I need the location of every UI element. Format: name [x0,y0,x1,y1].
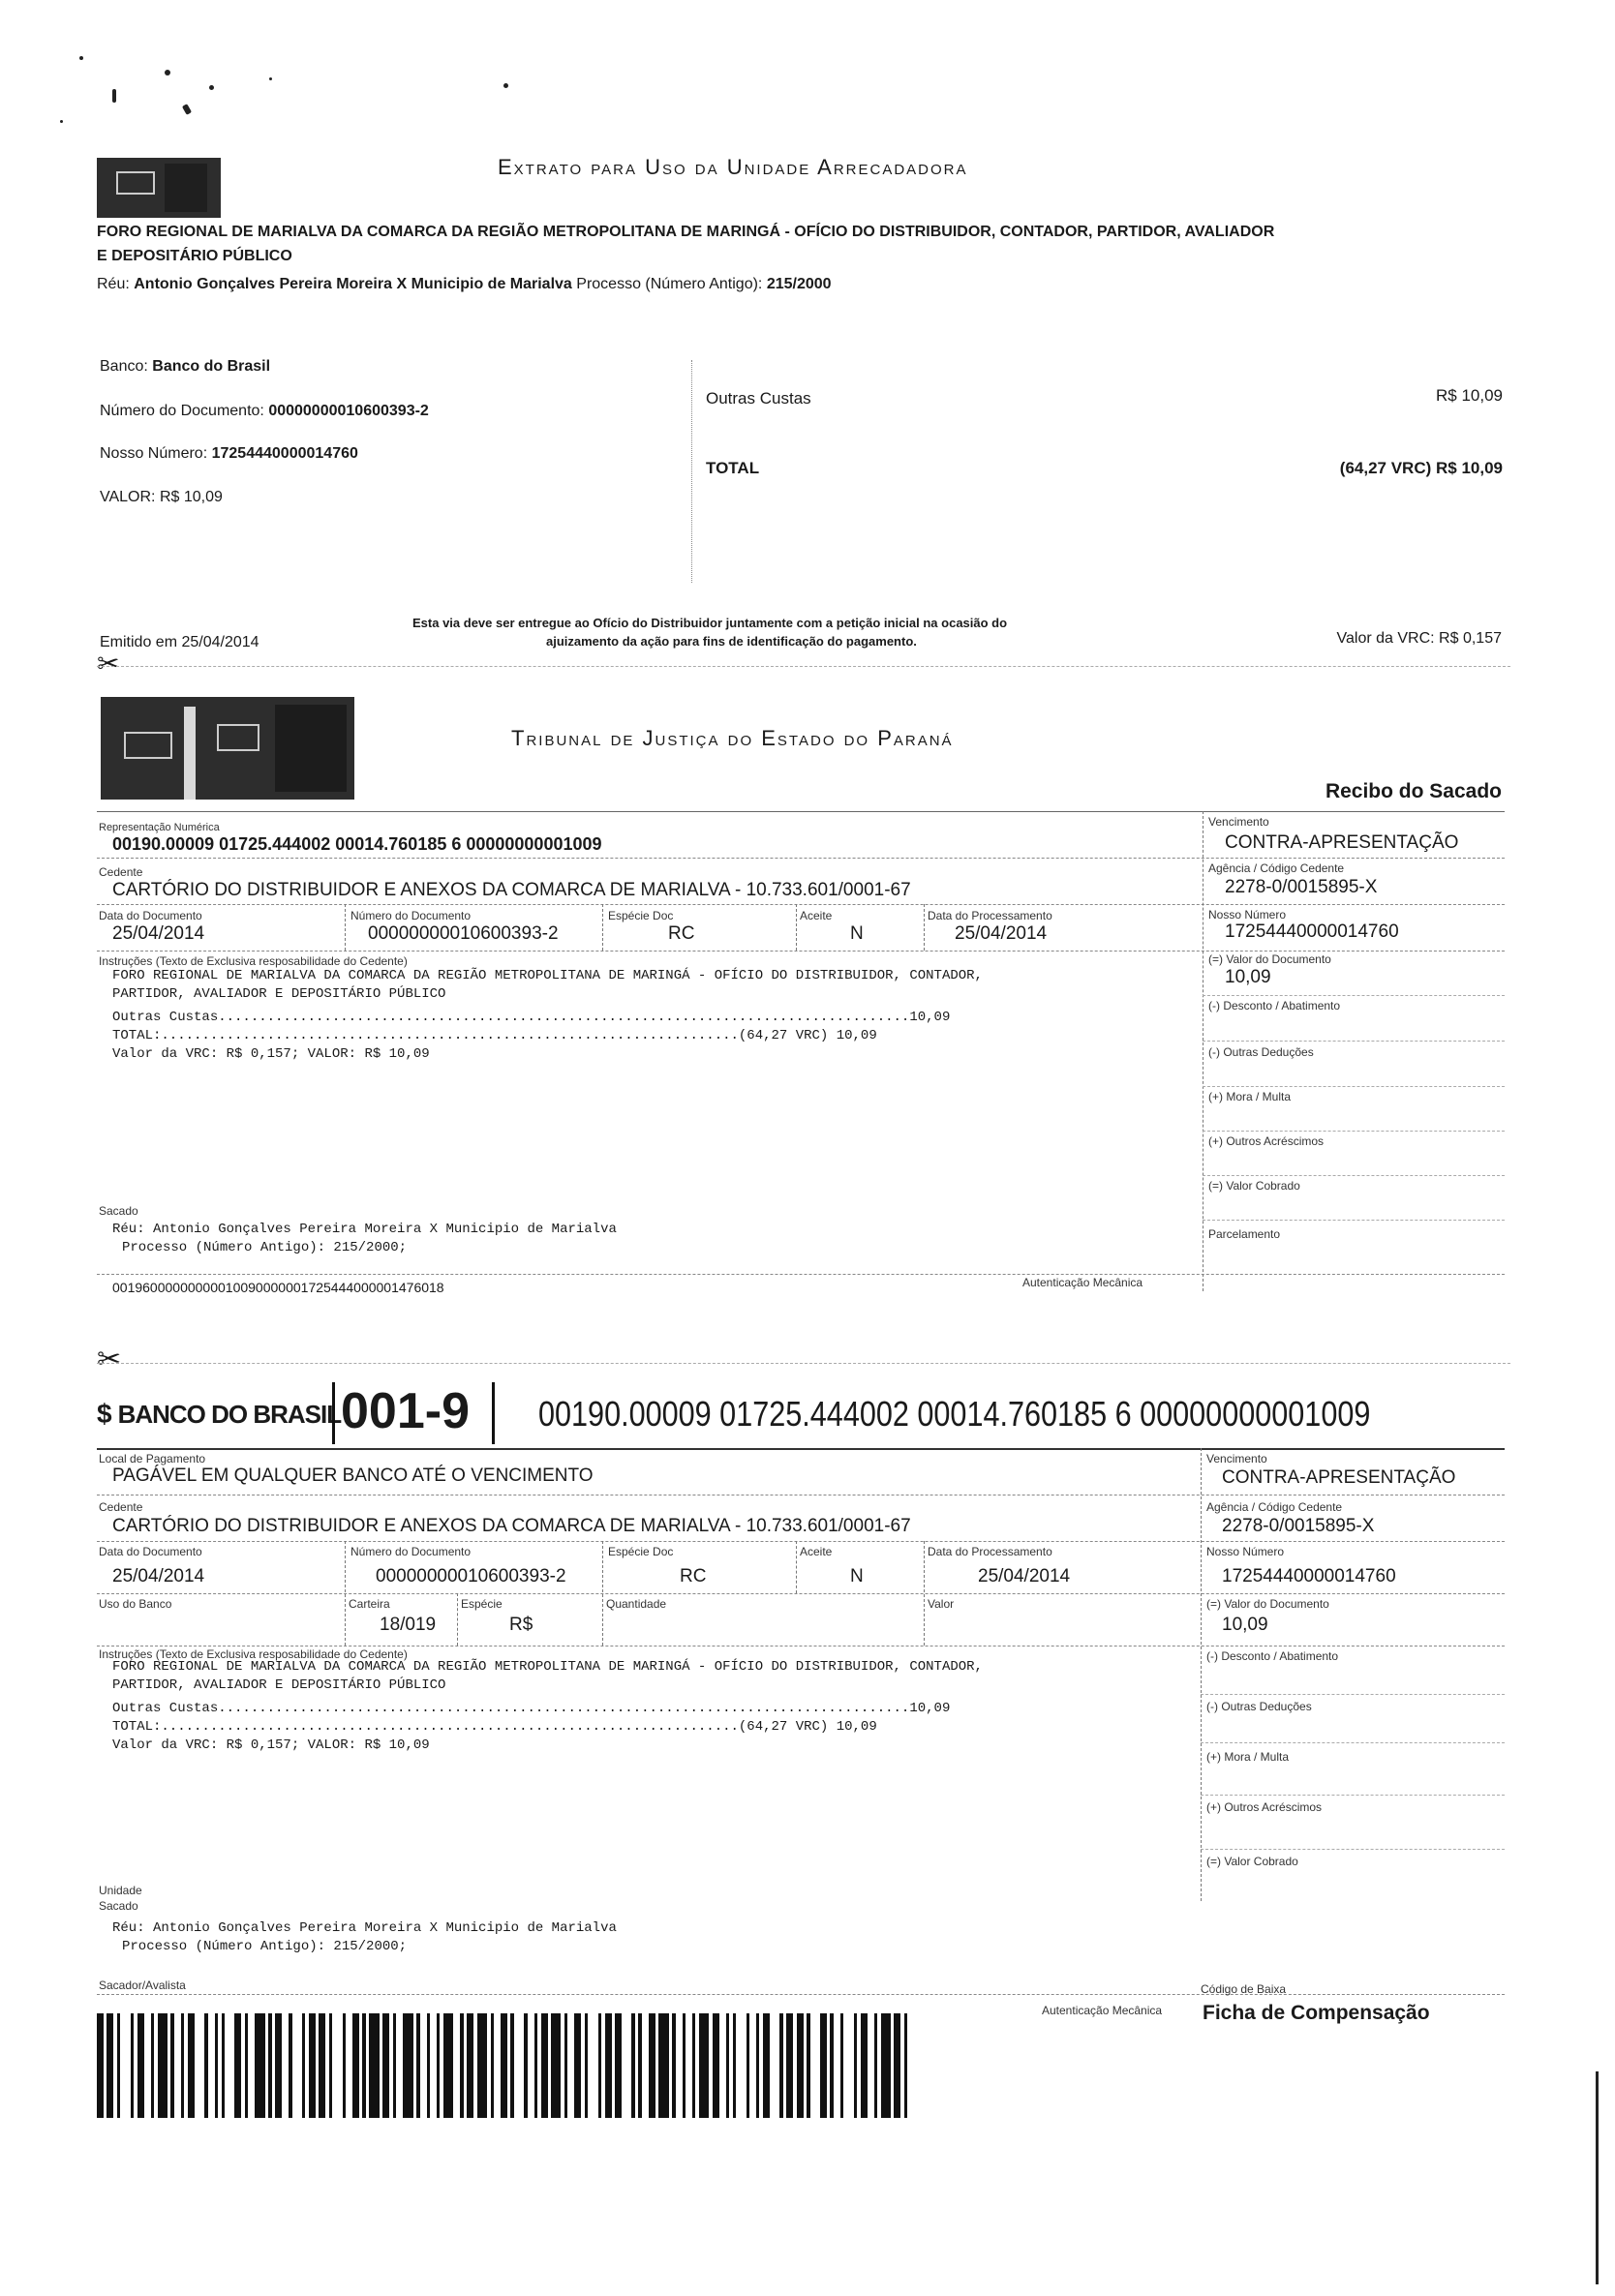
sacador-label: Sacador/Avalista [99,1979,186,1992]
valor-line [100,489,223,506]
recibo-rule [97,904,1505,905]
recibo-col-divider [602,904,603,951]
foro-line-1: FORO REGIONAL DE MARIALVA DA COMARCA DA REGIÃO METROPOLITANA DE MARINGÁ - OFÍCIO DO DISTRIBUIDOR, CONTADOR, PARTIDOR, AVALIADOR [97,224,1275,240]
ficha-bottom-rule [97,1994,1505,1995]
recibo-rule [97,858,1505,859]
barcode-bar [369,2013,379,2118]
recibo-right-rule [1203,995,1505,996]
barcode-bar [894,2013,900,2118]
uso-label: Uso do Banco [99,1597,172,1611]
ficha-col-divider [924,1541,925,1646]
agencia-value: 2278-0/0015895-X [1225,877,1378,897]
barcode-bar [713,2013,719,2118]
ficha-instr-label: Instruções (Texto de Exclusiva resposabilidade do Cedente) [99,1647,408,1661]
barcode-bar [588,2013,597,2118]
barcode-bar [309,2013,316,2118]
barcode-bar [551,2013,561,2118]
ficha-dataproc-value: 25/04/2014 [978,1566,1071,1586]
ficha-agencia-label: Agência / Código Cedente [1206,1500,1343,1514]
ficha-rule [97,1593,1505,1594]
barcode-bar [396,2013,403,2118]
barcode-bar [352,2013,359,2118]
foro-line-2: E DEPOSITÁRIO PÚBLICO [97,248,292,264]
recibo-autenticacao: Autenticação Mecânica [1022,1276,1143,1289]
barcode-bar [208,2013,215,2118]
rep-value: 00190.00009 01725.444002 00014.760185 6 00000000001009 [112,834,602,854]
outras-custas-value: R$ 10,09 [1436,386,1503,405]
barcode-bar [541,2013,548,2118]
recibo-title: Recibo do Sacado [1325,780,1502,802]
barcode-bar [107,2013,113,2118]
instr-line-4: TOTAL:.......................................................................(64,27 VRC) 10,09 [112,1028,877,1043]
barcode-bar [719,2013,726,2118]
barcode-bar [797,2013,804,2118]
processo-value: 215/2000 [766,276,832,292]
barcode-bar [234,2013,241,2118]
recibo-barcode-digits: 00196000000000010090000001725444000001476018 [112,1280,444,1295]
numdoc-label: Número do Documento [350,909,472,922]
barcode-bar [137,2013,144,2118]
instr-line-5: Valor da VRC: R$ 0,157; VALOR: R$ 10,09 [112,1046,430,1062]
barcode-bar [820,2013,827,2118]
ficha-numdoc-label: Número do Documento [350,1545,472,1558]
valordoc-label: (=) Valor do Documento [1208,952,1331,966]
ficha-sacado-line-1: Réu: Antonio Gonçalves Pereira Moreira X Municipio de Marialva [112,1920,617,1936]
numdoc-value: 00000000010600393-2 [368,923,559,944]
ficha-valordoc-label: (=) Valor do Documento [1206,1597,1329,1611]
ficha-col-divider [345,1541,346,1646]
especie-value: RC [668,923,695,944]
extrato-divider [691,360,692,583]
valor-label: Valor [928,1597,955,1611]
ficha-right-rule [1201,1849,1505,1850]
barcode-bar [255,2013,264,2118]
barcode-bar [736,2013,746,2118]
ficha-cedente-value: CARTÓRIO DO DISTRIBUIDOR E ANEXOS DA COMARCA DE MARIALVA - 10.733.601/0001-67 [112,1516,911,1536]
barcode-bar [642,2013,649,2118]
nosso-value: 17254440000014760 [1225,921,1399,942]
ficha-instr-line-5: Valor da VRC: R$ 0,157; VALOR: R$ 10,09 [112,1737,430,1753]
valor-label: VALOR: [100,489,156,505]
sacado-line-2: Processo (Número Antigo): 215/2000; [122,1240,408,1255]
reu-line [97,276,832,293]
barcode-bar [881,2013,891,2118]
unidade-label: Unidade [99,1884,142,1897]
ficha-instr-line-2: PARTIDOR, AVALIADOR E DEPOSITÁRIO PÚBLICO [112,1677,446,1693]
cut-line-1 [97,666,1510,667]
bank-code: 001-9 [341,1383,470,1439]
nosso-label: Nosso Número [1208,908,1287,921]
ficha-numdoc-value: 00000000010600393-2 [376,1566,566,1586]
barcode-bar [174,2013,181,2118]
parcelamento-label: Parcelamento [1208,1227,1281,1241]
scissors-icon: ✂ [97,649,120,679]
barcode-bar [443,2013,453,2118]
ficha-nosso-value: 17254440000014760 [1222,1566,1396,1586]
ficha-col-divider [796,1541,797,1593]
ficha-deducoes-label: (-) Outras Deduções [1206,1700,1312,1713]
processo-label: Processo (Número Antigo): [576,276,763,292]
barcode-bar [622,2013,631,2118]
ficha-especie-label: Espécie Doc [608,1545,674,1558]
barcode-bar [574,2013,581,2118]
banco-line [100,358,270,376]
barcode-bar [528,2013,534,2118]
ficha-instr-line-3: Outras Custas.....................................................................................10,09 [112,1701,951,1716]
ficha-mora-label: (+) Mora / Multa [1206,1750,1290,1764]
recibo-right-rule [1203,1086,1505,1087]
codigo-baixa-label: Código de Baixa [1201,1982,1287,1996]
barcode-bar [275,2013,282,2118]
total-value: (64,27 VRC) R$ 10,09 [1339,459,1503,477]
ficha-col-divider [457,1593,458,1646]
recibo-right-rule [1203,1220,1505,1221]
agencia-label: Agência / Código Cedente [1208,861,1345,875]
tribunal-title: Tribunal de Justiça do Estado do Paraná [511,726,954,750]
recibo-rule [97,811,1505,812]
bb-logo-icon: $ [97,1399,112,1429]
ficha-right-rule [1201,1795,1505,1796]
cobrado-label: (=) Valor Cobrado [1208,1179,1300,1193]
barcode-bar [195,2013,204,2118]
quantidade-label: Quantidade [606,1597,667,1611]
recibo-col-divider [796,904,797,951]
barcode-bar [403,2013,412,2118]
barcode-bar [158,2013,168,2118]
sacado-label: Sacado [99,1204,138,1218]
recibo-bottom-rule [97,1274,1505,1275]
barcode-bar [649,2013,655,2118]
datadoc-label: Data do Documento [99,909,202,922]
barcode-bar [810,2013,820,2118]
barcode-bar [346,2013,352,2118]
total-label: TOTAL [706,459,760,477]
barcode-bar [319,2013,325,2118]
barcode-bar [292,2013,302,2118]
recibo-right-rule [1203,1131,1505,1132]
ficha-instr-line-4: TOTAL:.......................................................................(64,27 VRC) 10,09 [112,1719,877,1735]
instr-line-3: Outras Custas.....................................................................................10,09 [112,1010,951,1025]
instr-label: Instruções (Texto de Exclusiva resposabilidade do Cedente) [99,954,408,968]
numdoc-line [100,403,429,420]
datadoc-value: 25/04/2014 [112,923,205,944]
recibo-rule [97,951,1505,952]
barcode-bar [605,2013,612,2118]
banco-label: Banco: [100,358,148,375]
barcode-bar [868,2013,874,2118]
tribunal-emblem [101,697,354,800]
aviso-line-1: Esta via deve ser entregue ao Ofício do Distribuidor juntamente com a petição inicial na ocasião do [412,616,1008,630]
scissors-icon: ✂ [97,1344,122,1375]
barcode-bar [382,2013,389,2118]
ficha-datadoc-label: Data do Documento [99,1545,202,1558]
barcode-bar [658,2013,668,2118]
barcode-bar [332,2013,342,2118]
ficha-instr-line-1: FORO REGIONAL DE MARIALVA DA COMARCA DA REGIÃO METROPOLITANA DE MARINGÁ - OFÍCIO DO DISTRIBUIDOR, CONTADOR, [112,1659,983,1675]
ficha-desconto-label: (-) Desconto / Abatimento [1206,1649,1339,1663]
numdoc-label: Número do Documento: [100,403,264,419]
barcode-bar [834,2013,840,2118]
carteira-value: 18/019 [380,1615,437,1635]
bank-code-divider [492,1382,495,1444]
linha-digitavel: 00190.00009 01725.444002 00014.760185 6 00000000001009 [538,1394,1371,1434]
barcode-bar [861,2013,868,2118]
barcode-bar [686,2013,692,2118]
outras-custas-label: Outras Custas [706,389,811,408]
nosso-line [100,445,358,463]
ficha-nosso-label: Nosso Número [1206,1545,1285,1558]
bb-logo [97,1390,341,1438]
barcode-bar [144,2013,151,2118]
sacado-line-1: Réu: Antonio Gonçalves Pereira Moreira X Municipio de Marialva [112,1222,617,1237]
cedente-label: Cedente [99,865,143,879]
instr-line-2: PARTIDOR, AVALIADOR E DEPOSITÁRIO PÚBLICO [112,986,446,1002]
ficha-especie-value: RC [680,1566,707,1586]
barcode-bar [514,2013,524,2118]
instr-line-1: FORO REGIONAL DE MARIALVA DA COMARCA DA REGIÃO METROPOLITANA DE MARINGÁ - OFÍCIO DO DISTRIBUIDOR, CONTADOR, [112,968,983,983]
venc-label: Vencimento [1208,815,1269,829]
recibo-right-rule [1203,1175,1505,1176]
ficha-right-rule [1201,1742,1505,1743]
barcode-bar [188,2013,195,2118]
aceite-value: N [850,923,864,944]
barcode-bar [615,2013,622,2118]
ficha-right-rule [1201,1694,1505,1695]
ficha-col-divider [1201,1448,1202,1901]
barcode [97,2013,916,2118]
emitido-em: Emitido em 25/04/2014 [100,634,259,650]
barcode-bar [420,2013,427,2118]
recibo-col-divider [924,904,925,951]
aceite-label: Aceite [800,909,833,922]
mora-label: (+) Mora / Multa [1208,1090,1292,1103]
ficha-title: Ficha de Compensação [1203,2002,1430,2024]
barcode-bar [430,2013,437,2118]
recibo-col-divider [345,904,346,951]
valordoc-value: 10,09 [1225,967,1271,987]
barcode-bar [749,2013,756,2118]
ficha-agencia-value: 2278-0/0015895-X [1222,1516,1375,1536]
carteira-label: Carteira [349,1597,390,1611]
especie2-value: R$ [509,1615,533,1635]
barcode-bar [494,2013,501,2118]
barcode-bar [786,2013,793,2118]
barcode-bar [567,2013,574,2118]
local-label: Local de Pagamento [99,1452,206,1465]
ficha-datadoc-value: 25/04/2014 [112,1566,205,1586]
cedente-value: CARTÓRIO DO DISTRIBUIDOR E ANEXOS DA COMARCA DE MARIALVA - 10.733.601/0001-67 [112,880,911,900]
ficha-sacado-label: Sacado [99,1899,138,1913]
dataproc-label: Data do Processamento [928,909,1052,922]
barcode-bar [248,2013,255,2118]
dataproc-value: 25/04/2014 [955,923,1048,944]
barcode-bar [453,2013,460,2118]
barcode-bar [501,2013,507,2118]
extrato-title: Extrato para Uso da Unidade Arrecadadora [498,155,968,179]
barcode-bar [282,2013,289,2118]
reu-name: Antonio Gonçalves Pereira Moreira X Municipio de Marialva [134,276,572,292]
acrescimos-label: (+) Outros Acréscimos [1208,1134,1325,1148]
especie-label: Espécie Doc [608,909,674,922]
barcode-bar [676,2013,683,2118]
ficha-cobrado-label: (=) Valor Cobrado [1206,1855,1298,1868]
desconto-label: (-) Desconto / Abatimento [1208,999,1341,1012]
nosso-label: Nosso Número: [100,445,208,462]
ficha-acrescimos-label: (+) Outros Acréscimos [1206,1800,1323,1814]
valor-value: R$ 10,09 [159,489,223,505]
ficha-venc-value: CONTRA-APRESENTAÇÃO [1222,1467,1456,1488]
local-value: PAGÁVEL EM QUALQUER BANCO ATÉ O VENCIMENTO [112,1465,594,1486]
cut-line-2 [97,1363,1510,1364]
barcode-bar [467,2013,473,2118]
barcode-bar [770,2013,779,2118]
numdoc-value: 00000000010600393-2 [268,403,429,419]
ficha-dataproc-label: Data do Processamento [928,1545,1052,1558]
rep-label: Representação Numérica [99,822,220,833]
ficha-valordoc-value: 10,09 [1222,1615,1268,1635]
barcode-bar [699,2013,709,2118]
deducoes-label: (-) Outras Deduções [1208,1045,1314,1059]
barcode-bar [843,2013,853,2118]
barcode-bar [763,2013,770,2118]
barcode-bar [477,2013,487,2118]
reu-label: Réu: [97,276,130,292]
barcode-bar [97,2013,104,2118]
venc-value: CONTRA-APRESENTAÇÃO [1225,832,1459,853]
ficha-aceite-value: N [850,1566,864,1586]
barcode-bar [225,2013,234,2118]
ficha-venc-label: Vencimento [1206,1452,1267,1465]
barcode-bar [907,2013,914,2118]
ficha-rule [97,1448,1505,1450]
ficha-aceite-label: Aceite [800,1545,833,1558]
nosso-value: 17254440000014760 [211,445,358,462]
ficha-autenticacao: Autenticação Mecânica [1042,2004,1163,2017]
barcode-bar [120,2013,130,2118]
ficha-rule [97,1541,1505,1542]
bb-logo-text: BANCO DO BRASIL [117,1399,342,1429]
ficha-col-divider [602,1541,603,1646]
recibo-right-rule [1203,1041,1505,1042]
tribunal-emblem-small [97,158,221,218]
ficha-cedente-label: Cedente [99,1500,143,1514]
bank-code-divider [332,1382,335,1444]
banco-value: Banco do Brasil [152,358,271,375]
especie2-label: Espécie [461,1597,503,1611]
ficha-sacado-line-2: Processo (Número Antigo): 215/2000; [122,1939,408,1954]
vrc-value: Valor da VRC: R$ 0,157 [1336,630,1502,647]
aviso-line-2: ajuizamento da ação para fins de identificação do pagamento. [546,634,917,649]
